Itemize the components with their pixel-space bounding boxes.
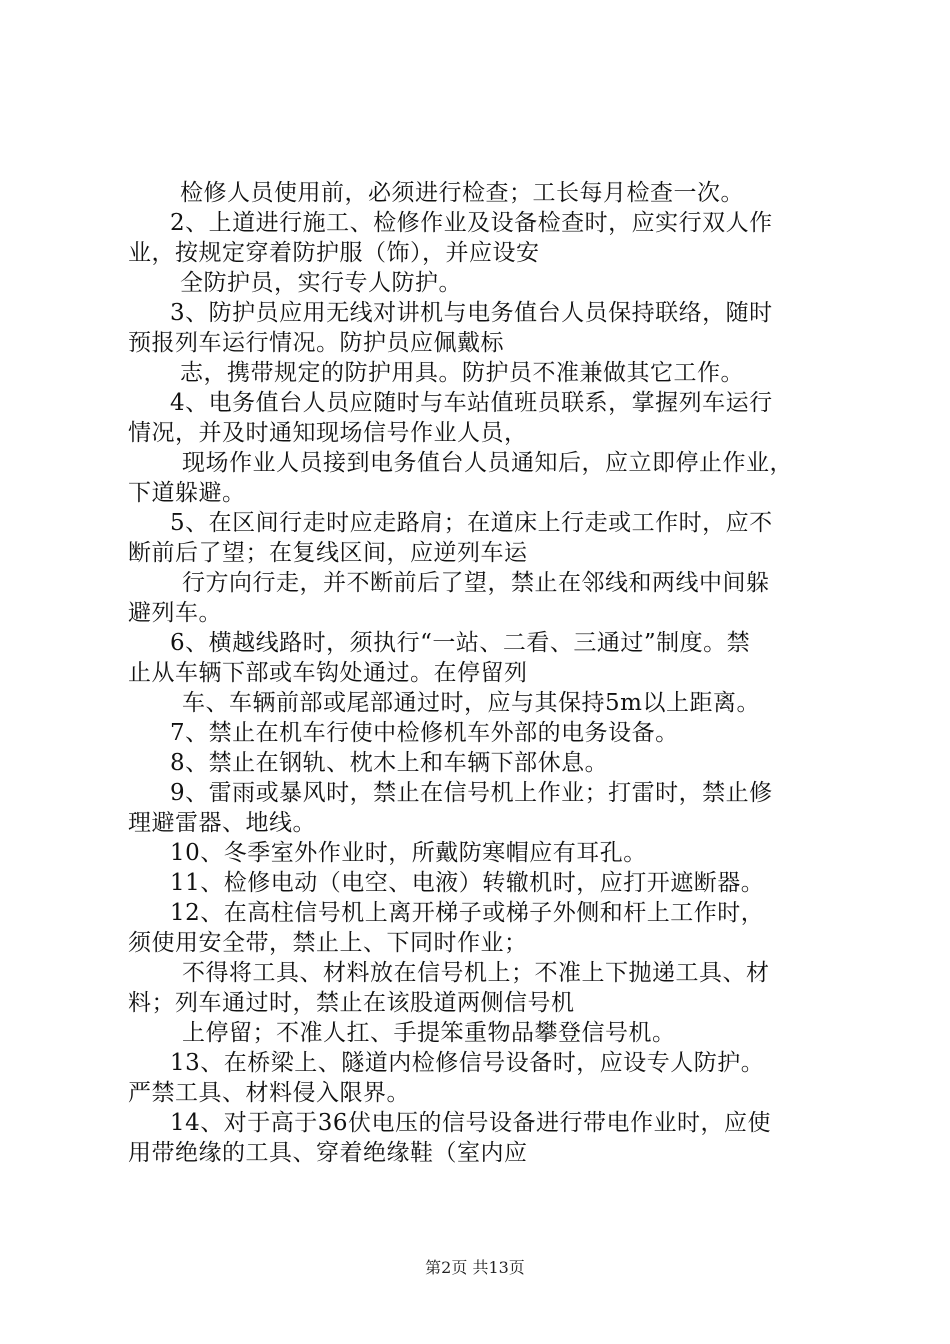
text-line: 7、禁止在机车行使中检修机车外部的电务设备。 — [170, 720, 679, 746]
text-line: 避列车。 — [128, 600, 222, 626]
text-line: 9、雷雨或暴风时，禁止在信号机上作业；打雷时，禁止修 — [170, 780, 773, 806]
text-line: 8、禁止在钢轨、枕木上和车辆下部休息。 — [170, 750, 609, 776]
text-line: 下道躲避。 — [128, 480, 246, 506]
text-line: 车、车辆前部或尾部通过时，应与其保持5m以上距离。 — [182, 690, 760, 716]
text-line: 14、对于高于36伏电压的信号设备进行带电作业时，应使 — [170, 1110, 772, 1136]
text-line: 上停留；不准人扛、手提笨重物品攀登信号机。 — [182, 1020, 676, 1046]
text-line: 用带绝缘的工具、穿着绝缘鞋（室内应 — [128, 1140, 528, 1166]
text-line: 须使用安全带，禁止上、下同时作业； — [128, 930, 528, 956]
text-line: 现场作业人员接到电务值台人员通知后，应立即停止作业， — [182, 450, 793, 476]
text-line: 11、检修电动（电空、电液）转辙机时，应打开遮断器。 — [170, 870, 765, 896]
text-line: 不得将工具、材料放在信号机上；不准上下抛递工具、材 — [182, 960, 770, 986]
text-line: 料；列车通过时，禁止在该股道两侧信号机 — [128, 990, 575, 1016]
text-line: 检修人员使用前，必须进行检查；工长每月检查一次。 — [180, 180, 744, 206]
text-line: 3、防护员应用无线对讲机与电务值台人员保持联络，随时 — [170, 300, 773, 326]
text-line: 4、电务值台人员应随时与车站值班员联系，掌握列车运行 — [170, 390, 773, 416]
text-line: 行方向行走，并不断前后了望，禁止在邻线和两线中间躲 — [182, 570, 770, 596]
text-line: 13、在桥梁上、隧道内检修信号设备时，应设专人防护。 — [170, 1050, 765, 1076]
text-line: 断前后了望；在复线区间，应逆列车运 — [128, 540, 528, 566]
text-line: 情况，并及时通知现场信号作业人员， — [128, 420, 528, 446]
text-line: 严禁工具、材料侵入限界。 — [128, 1080, 410, 1106]
text-line: 业，按规定穿着防护服（饰），并应设安 — [128, 240, 540, 266]
text-line: 6、横越线路时，须执行“一站、二看、三通过”制度。禁 — [170, 630, 751, 656]
text-line: 志，携带规定的防护用具。防护员不准兼做其它工作。 — [180, 360, 744, 386]
text-line: 理避雷器、地线。 — [128, 810, 316, 836]
text-line: 5、在区间行走时应走路肩；在道床上行走或工作时，应不 — [170, 510, 773, 536]
text-line: 10、冬季室外作业时，所戴防寒帽应有耳孔。 — [170, 840, 647, 866]
text-line: 全防护员，实行专人防护。 — [180, 270, 462, 296]
text-line: 2、上道进行施工、检修作业及设备检查时，应实行双人作 — [170, 210, 773, 236]
text-line: 止从车辆下部或车钩处通过。在停留列 — [128, 660, 528, 686]
text-line: 预报列车运行情况。防护员应佩戴标 — [128, 330, 504, 356]
text-line: 12、在高柱信号机上离开梯子或梯子外侧和杆上工作时， — [170, 900, 765, 926]
page-number-footer: 第2页 共13页 — [425, 1258, 525, 1277]
